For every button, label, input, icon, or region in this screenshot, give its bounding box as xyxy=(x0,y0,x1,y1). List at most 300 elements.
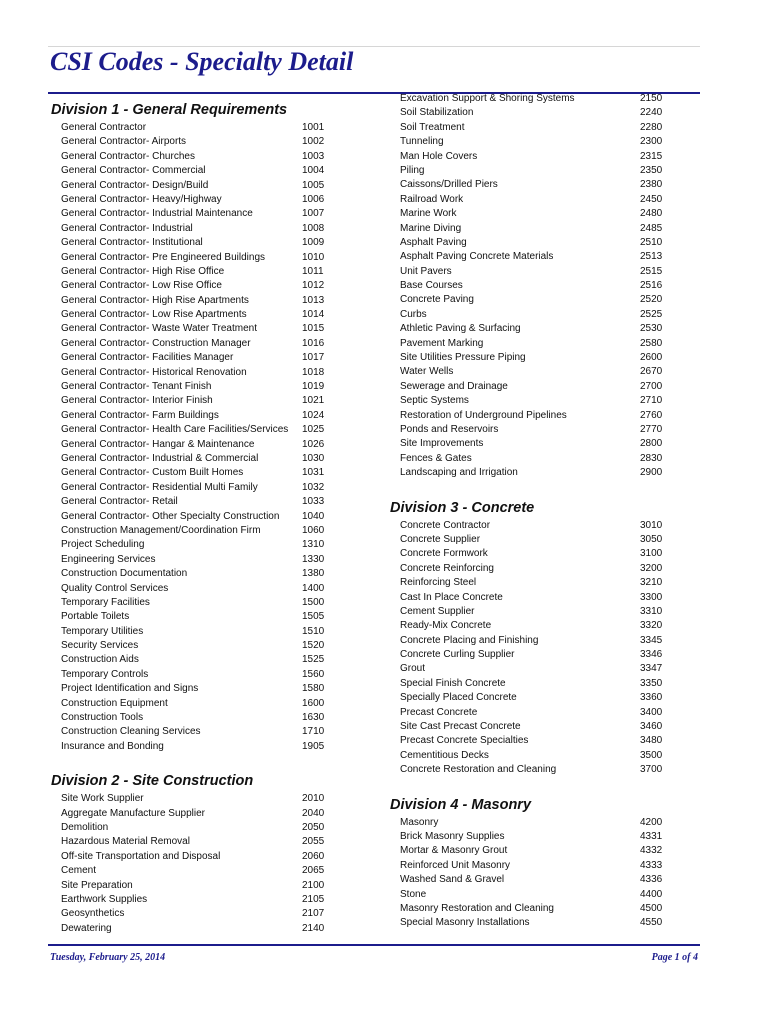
code-name: General Contractor- Hangar & Maintenance xyxy=(61,438,255,450)
division-4-section xyxy=(390,794,680,931)
code-number: 1710 xyxy=(302,726,325,738)
code-name: General Contractor- High Rise Office xyxy=(61,265,225,277)
code-row xyxy=(390,365,680,379)
code-row xyxy=(390,380,680,394)
code-name: Precast Concrete xyxy=(400,706,478,718)
code-number: 1033 xyxy=(302,496,325,508)
code-name: Demolition xyxy=(61,821,109,833)
code-row xyxy=(51,792,341,806)
code-number: 1600 xyxy=(302,697,325,709)
code-number: 4500 xyxy=(640,902,663,914)
code-number: 2670 xyxy=(640,366,663,378)
code-name: Piling xyxy=(400,164,425,176)
code-name: Specially Placed Concrete xyxy=(400,692,517,704)
division-3-heading: Division 3 - Concrete xyxy=(390,499,535,516)
code-name: General Contractor- Commercial xyxy=(61,165,206,177)
code-number: 2315 xyxy=(640,150,663,162)
code-number: 3460 xyxy=(640,721,663,733)
code-name: General Contractor- Other Specialty Construction xyxy=(61,510,280,522)
code-name: Reinforcing Steel xyxy=(400,577,477,589)
division-3-list xyxy=(390,519,680,778)
code-name: Fences & Gates xyxy=(400,452,472,464)
code-row xyxy=(51,121,341,135)
code-row xyxy=(51,466,341,480)
code-number: 1400 xyxy=(302,582,325,594)
code-number: 1025 xyxy=(302,424,325,436)
code-row xyxy=(390,888,680,902)
code-row xyxy=(51,835,341,849)
code-name: General Contractor- Institutional xyxy=(61,237,203,249)
code-number: 3360 xyxy=(640,692,663,704)
code-number: 4331 xyxy=(640,830,663,842)
code-name: Septic Systems xyxy=(400,395,469,407)
code-row xyxy=(390,547,680,561)
code-row xyxy=(390,873,680,887)
code-number: 2600 xyxy=(640,352,663,364)
code-number: 2515 xyxy=(640,265,663,277)
code-row xyxy=(51,907,341,921)
code-row xyxy=(390,423,680,437)
code-name: Hazardous Material Removal xyxy=(61,836,190,848)
code-name: General Contractor- Churches xyxy=(61,150,195,162)
code-number: 3200 xyxy=(640,562,663,574)
code-number: 1525 xyxy=(302,654,325,666)
code-number: 1310 xyxy=(302,539,325,551)
footer-rule xyxy=(48,944,700,946)
code-name: Project Scheduling xyxy=(61,539,145,551)
code-row xyxy=(390,207,680,221)
code-row xyxy=(51,279,341,293)
code-number: 4336 xyxy=(640,874,663,886)
code-row xyxy=(51,222,341,236)
code-row xyxy=(51,725,341,739)
code-number: 1030 xyxy=(302,452,325,464)
code-row xyxy=(390,394,680,408)
code-row xyxy=(51,308,341,322)
code-row xyxy=(51,481,341,495)
code-number: 3347 xyxy=(640,663,663,675)
code-number: 4332 xyxy=(640,845,663,857)
code-row xyxy=(390,677,680,691)
code-name: Construction Management/Coordination Firm xyxy=(61,524,261,536)
code-number: 4200 xyxy=(640,816,663,828)
code-row xyxy=(390,591,680,605)
code-name: General Contractor- Airports xyxy=(61,136,187,148)
code-name: Portable Toilets xyxy=(61,611,130,623)
code-name: Aggregate Manufacture Supplier xyxy=(61,807,205,819)
code-number: 3700 xyxy=(640,764,663,776)
code-number: 1003 xyxy=(302,150,325,162)
code-name: Construction Cleaning Services xyxy=(61,726,201,738)
code-name: General Contractor- Pre Engineered Buildings xyxy=(61,251,265,263)
code-name: Washed Sand & Gravel xyxy=(400,874,505,886)
code-name: Concrete Contractor xyxy=(400,519,491,531)
code-number: 2830 xyxy=(640,452,663,464)
code-row xyxy=(51,864,341,878)
code-row xyxy=(51,582,341,596)
code-number: 3010 xyxy=(640,519,663,531)
code-row xyxy=(51,639,341,653)
code-row xyxy=(51,164,341,178)
code-row xyxy=(390,816,680,830)
code-name: Water Wells xyxy=(400,366,454,378)
code-number: 3350 xyxy=(640,677,663,689)
code-name: Concrete Paving xyxy=(400,294,474,306)
page-title: CSI Codes - Specialty Detail xyxy=(50,47,354,76)
code-row xyxy=(51,524,341,538)
code-row xyxy=(390,409,680,423)
code-name: Base Courses xyxy=(400,280,463,292)
code-number: 1004 xyxy=(302,165,325,177)
code-row xyxy=(390,916,680,930)
code-number: 2510 xyxy=(640,236,663,248)
code-number: 2055 xyxy=(302,836,325,848)
code-row xyxy=(390,437,680,451)
code-name: Concrete Placing and Finishing xyxy=(400,634,539,646)
code-name: Concrete Formwork xyxy=(400,548,488,560)
code-row xyxy=(390,533,680,547)
code-name: General Contractor- Farm Buildings xyxy=(61,409,219,421)
code-number: 2065 xyxy=(302,865,325,877)
code-name: General Contractor- Construction Manager xyxy=(61,337,251,349)
code-number: 2010 xyxy=(302,793,325,805)
code-name: Excavation Support & Shoring Systems xyxy=(400,93,575,104)
code-name: Special Masonry Installations xyxy=(400,917,530,929)
code-name: Earthwork Supplies xyxy=(61,893,148,905)
code-number: 1001 xyxy=(302,122,325,133)
code-number: 2700 xyxy=(640,380,663,392)
code-row xyxy=(51,380,341,394)
code-row xyxy=(51,366,341,380)
code-number: 2280 xyxy=(640,121,663,133)
code-row xyxy=(390,619,680,633)
code-row xyxy=(390,121,680,135)
code-row xyxy=(390,236,680,250)
code-row xyxy=(390,519,680,533)
code-row xyxy=(51,193,341,207)
code-number: 2580 xyxy=(640,337,663,349)
code-name: Soil Stabilization xyxy=(400,107,474,119)
code-name: Site Cast Precast Concrete xyxy=(400,721,521,733)
code-name: Project Identification and Signs xyxy=(61,683,199,695)
code-number: 1011 xyxy=(302,265,324,277)
code-name: General Contractor xyxy=(61,122,147,133)
code-number: 1009 xyxy=(302,237,325,249)
code-name: Security Services xyxy=(61,640,139,652)
division-1-heading: Division 1 - General Requirements xyxy=(51,102,288,118)
code-name: Concrete Curling Supplier xyxy=(400,649,515,661)
division-2-continued-section xyxy=(390,92,680,481)
code-name: General Contractor- Health Care Facilities/Services xyxy=(61,424,289,436)
code-name: Construction Equipment xyxy=(61,697,168,709)
code-row xyxy=(390,135,680,149)
code-number: 1505 xyxy=(302,611,325,623)
code-row xyxy=(390,706,680,720)
code-number: 1017 xyxy=(302,352,325,364)
code-number: 4333 xyxy=(640,859,663,871)
code-name: Construction Tools xyxy=(61,712,144,724)
code-name: Construction Aids xyxy=(61,654,139,666)
code-row xyxy=(390,734,680,748)
code-name: Reinforced Unit Masonry xyxy=(400,859,511,871)
code-name: Dewatering xyxy=(61,922,112,934)
code-row xyxy=(390,150,680,164)
code-number: 3480 xyxy=(640,735,663,747)
code-number: 1014 xyxy=(302,309,325,321)
code-row xyxy=(390,648,680,662)
code-row xyxy=(51,879,341,893)
code-row xyxy=(51,207,341,221)
code-row xyxy=(51,179,341,193)
code-number: 1008 xyxy=(302,222,325,234)
code-name: General Contractor- Industrial & Commercial xyxy=(61,452,259,464)
code-number: 1032 xyxy=(302,481,325,493)
code-name: General Contractor- Tenant Finish xyxy=(61,381,212,393)
code-row xyxy=(51,251,341,265)
code-row xyxy=(390,337,680,351)
code-row xyxy=(51,821,341,835)
code-number: 3050 xyxy=(640,533,663,545)
division-4-heading: Division 4 - Masonry xyxy=(390,796,532,813)
code-row xyxy=(390,322,680,336)
code-row xyxy=(390,351,680,365)
code-number: 2480 xyxy=(640,208,663,220)
code-number: 1500 xyxy=(302,596,325,608)
code-number: 3210 xyxy=(640,577,663,589)
code-name: General Contractor- Low Rise Apartments xyxy=(61,309,247,321)
code-number: 1026 xyxy=(302,438,325,450)
code-row xyxy=(51,135,341,149)
code-number: 1021 xyxy=(302,395,325,407)
code-number: 2300 xyxy=(640,136,663,148)
code-number: 1520 xyxy=(302,640,325,652)
code-name: Temporary Controls xyxy=(61,668,149,680)
code-number: 1013 xyxy=(302,294,325,306)
code-name: General Contractor- Industrial Maintenance xyxy=(61,208,253,220)
code-row xyxy=(390,265,680,279)
code-number: 1060 xyxy=(302,524,325,536)
code-number: 3346 xyxy=(640,649,663,661)
code-number: 2485 xyxy=(640,222,663,234)
code-row xyxy=(390,605,680,619)
code-row xyxy=(51,423,341,437)
code-number: 2520 xyxy=(640,294,663,306)
code-row xyxy=(390,308,680,322)
code-row xyxy=(51,893,341,907)
code-name: Caissons/Drilled Piers xyxy=(400,179,498,191)
code-number: 3345 xyxy=(640,634,663,646)
left-column xyxy=(51,99,341,952)
code-number: 2105 xyxy=(302,893,325,905)
code-number: 1015 xyxy=(302,323,325,335)
code-row xyxy=(51,553,341,567)
code-number: 2516 xyxy=(640,280,663,292)
code-number: 1010 xyxy=(302,251,325,263)
code-row xyxy=(390,466,680,480)
code-row xyxy=(390,92,680,106)
code-number: 2350 xyxy=(640,164,663,176)
code-number: 1019 xyxy=(302,381,325,393)
code-row xyxy=(390,279,680,293)
code-row xyxy=(51,452,341,466)
code-number: 1510 xyxy=(302,625,325,637)
code-row xyxy=(51,538,341,552)
code-number: 1580 xyxy=(302,683,325,695)
code-row xyxy=(51,625,341,639)
division-1-list xyxy=(51,121,341,754)
division-2-heading: Division 2 - Site Construction xyxy=(51,773,254,790)
code-name: Off-site Transportation and Disposal xyxy=(61,850,221,862)
footer-date: Tuesday, February 25, 2014 xyxy=(50,952,166,963)
code-name: General Contractor- Waste Water Treatment xyxy=(61,323,257,335)
code-name: Site Improvements xyxy=(400,438,484,450)
code-number: 2760 xyxy=(640,409,663,421)
code-row xyxy=(51,610,341,624)
code-name: Cement Supplier xyxy=(400,605,475,617)
code-number: 2710 xyxy=(640,395,663,407)
code-number: 2380 xyxy=(640,179,663,191)
code-row xyxy=(390,830,680,844)
code-number: 4400 xyxy=(640,888,663,900)
code-name: General Contractor- Design/Build xyxy=(61,179,209,191)
code-row xyxy=(51,697,341,711)
code-row xyxy=(390,562,680,576)
code-number: 2100 xyxy=(302,879,325,891)
code-row xyxy=(51,394,341,408)
code-number: 1560 xyxy=(302,668,325,680)
code-row xyxy=(390,844,680,858)
code-row xyxy=(390,293,680,307)
code-number: 2040 xyxy=(302,807,325,819)
code-name: Cementitious Decks xyxy=(400,749,489,761)
code-name: Site Work Supplier xyxy=(61,793,144,805)
code-number: 2450 xyxy=(640,193,663,205)
code-number: 1007 xyxy=(302,208,325,220)
code-name: General Contractor- High Rise Apartments xyxy=(61,294,249,306)
code-row xyxy=(51,596,341,610)
code-row xyxy=(390,164,680,178)
code-name: Engineering Services xyxy=(61,553,156,565)
code-number: 3320 xyxy=(640,620,663,632)
code-number: 1005 xyxy=(302,179,325,191)
code-number: 3100 xyxy=(640,548,663,560)
code-name: Grout xyxy=(400,663,426,675)
division-2-list xyxy=(51,792,341,936)
code-name: Masonry Restoration and Cleaning xyxy=(400,902,554,914)
code-row xyxy=(390,749,680,763)
code-name: Curbs xyxy=(400,308,427,320)
code-name: Insurance and Bonding xyxy=(61,740,164,752)
code-name: Restoration of Underground Pipelines xyxy=(400,409,567,421)
code-name: Concrete Reinforcing xyxy=(400,562,494,574)
right-column xyxy=(390,93,680,947)
code-row xyxy=(51,265,341,279)
code-row xyxy=(390,859,680,873)
code-name: Construction Documentation xyxy=(61,568,188,580)
division-3-section xyxy=(390,497,680,778)
code-number: 1002 xyxy=(302,136,325,148)
code-number: 2050 xyxy=(302,821,325,833)
code-number: 2770 xyxy=(640,423,663,435)
code-number: 3310 xyxy=(640,605,663,617)
code-number: 2240 xyxy=(640,107,663,119)
code-row xyxy=(51,337,341,351)
code-row xyxy=(51,711,341,725)
code-row xyxy=(390,634,680,648)
code-name: General Contractor- Interior Finish xyxy=(61,395,213,407)
code-number: 2150 xyxy=(640,93,663,104)
code-row xyxy=(390,106,680,120)
code-number: 2107 xyxy=(302,908,325,920)
code-number: 2800 xyxy=(640,438,663,450)
code-row xyxy=(51,438,341,452)
code-number: 1380 xyxy=(302,568,325,580)
code-name: Tunneling xyxy=(400,136,444,148)
code-name: Cement xyxy=(61,865,97,877)
code-row xyxy=(51,495,341,509)
code-number: 1018 xyxy=(302,366,325,378)
code-name: Quality Control Services xyxy=(61,582,169,594)
code-name: Concrete Supplier xyxy=(400,533,481,545)
code-number: 2513 xyxy=(640,251,663,263)
code-name: Sewerage and Drainage xyxy=(400,380,508,392)
code-number: 1006 xyxy=(302,193,325,205)
code-name: General Contractor- Custom Built Homes xyxy=(61,467,244,479)
code-number: 2060 xyxy=(302,850,325,862)
division-2-continued-list xyxy=(390,92,680,481)
code-name: Stone xyxy=(400,888,427,900)
code-name: Temporary Facilities xyxy=(61,596,150,608)
code-row xyxy=(51,653,341,667)
code-name: Site Preparation xyxy=(61,879,133,891)
code-number: 3400 xyxy=(640,706,663,718)
code-name: Asphalt Paving xyxy=(400,236,467,248)
division-4-list xyxy=(390,816,680,931)
code-row xyxy=(51,409,341,423)
code-number: 2140 xyxy=(302,922,325,934)
code-name: Cast In Place Concrete xyxy=(400,591,503,603)
division-2-section xyxy=(51,770,341,936)
code-name: General Contractor- Low Rise Office xyxy=(61,280,222,292)
code-name: Asphalt Paving Concrete Materials xyxy=(400,251,554,263)
code-number: 4550 xyxy=(640,917,663,929)
code-number: 1016 xyxy=(302,337,325,349)
code-number: 1031 xyxy=(302,467,325,479)
code-row xyxy=(51,322,341,336)
code-row xyxy=(51,922,341,936)
code-name: Concrete Restoration and Cleaning xyxy=(400,764,557,776)
code-name: Unit Pavers xyxy=(400,265,452,277)
code-row xyxy=(390,720,680,734)
code-name: Railroad Work xyxy=(400,193,464,205)
code-number: 2525 xyxy=(640,308,663,320)
code-name: General Contractor- Residential Multi Family xyxy=(61,481,258,493)
code-row xyxy=(390,178,680,192)
code-number: 1024 xyxy=(302,409,325,421)
code-number: 1330 xyxy=(302,553,325,565)
code-number: 1905 xyxy=(302,740,325,752)
code-name: Athletic Paving & Surfacing xyxy=(400,323,521,335)
code-row xyxy=(51,236,341,250)
code-name: General Contractor- Industrial xyxy=(61,222,193,234)
code-row xyxy=(390,576,680,590)
code-name: Site Utilities Pressure Piping xyxy=(400,352,526,364)
code-number: 1040 xyxy=(302,510,325,522)
code-row xyxy=(51,850,341,864)
code-row xyxy=(390,691,680,705)
code-row xyxy=(51,150,341,164)
code-name: Soil Treatment xyxy=(400,121,465,133)
